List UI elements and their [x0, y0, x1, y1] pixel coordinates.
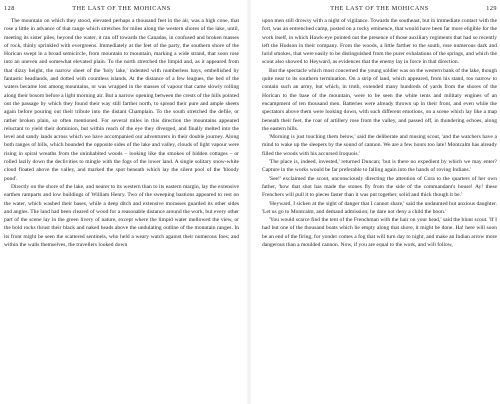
running-title-left: THE LAST OF THE MOHICANS	[72, 5, 171, 12]
paragraph: 'See!' exclaimed the scout, unconsciously directing the attention of Cora to the quarters of her own father, 'how that shot has made the stones fly from the side of the commandant's house! Ay! these Frenchers will pull it to pieces faster than it was put together, solid and thick though it be.'	[262, 175, 497, 199]
paragraph: 'You would scarce find the tent of the Frenchman with the hair on your head,' said the blunt scout. 'If I had but one of the thousand boats which lie empty along that shore, it might be done. Ha! here will soon be an end of the firing, for yonder comes a fog that will turn day to night, and make an Indian arrow more dangerous than a moulded cannon. Now, if you are equal to the work, and will follow,	[262, 217, 497, 249]
running-title-right: THE LAST OF THE MOHICANS	[330, 5, 429, 12]
left-page-text	[4, 17, 239, 249]
running-head-right	[262, 4, 497, 14]
paragraph-continued: upon men still drowsy with a night of vigilance. Towards the southeast, but in immediate contact with the fort, was an entrenched camp, posted on a rocky eminence, that would have been far more eligible for the work itself, in which Hawk-eye pointed out the presence of those auxiliary regiments that had so recently left the Hudson in their company. From the woods, a little farther to the south, rose numerous dark and lurid smokes, that were easily to be distinguished from the purer exhalations of the springs, and which the scout also showed to Heyward, as evidences that the enemy lay in force in that direction.	[262, 18, 497, 66]
paragraph: 'The place is, indeed, invested,' returned Duncan; 'but is there no expedient by which we may enter? Capture in the works would be far preferable to falling again into the hands of roving Indians.'	[262, 159, 497, 174]
left-page	[4, 0, 239, 404]
page-number-left: 128	[4, 5, 15, 12]
paragraph: But the spectacle which most concerned the young soldier was on the western bank of the lake, though quite near to its southern termination. On a strip of land, which appeared, from his stand, too narrow to contain such an army, but which, in truth, extended many hundreds of yards from the shores of the Horican to the base of the mountain, were to be seen the white tents and military engines of an encampment of ten thousand men. Batteries were already thrown up in their front, and even while the spectators above them were looking down, with such different emotions, on a scene which lay like a map beneath their feet, the roar of artillery rose from the valley, and passed off, in thundering echoes, along the eastern hills.	[262, 67, 497, 132]
book-gutter	[246, 0, 252, 404]
page-number-right: 129	[486, 5, 497, 12]
running-head-left	[4, 4, 239, 14]
paragraph: Directly on the shore of the lake, and nearer to its western than to its eastern margin, lay the extensive earthen ramparts and low buildings of William Henry. Two of the sweeping bastions appeared to rest on the water, which washed their bases, while a deep ditch and extensive morasses guarded its other sides and angles. The land had been cleared of wood for a reasonable distance around the work, but every other part of the scene lay in the green livery of nature, except where the limpid water mellowed the view, or the bold rocks thrust their black and naked heads above the undulating outline of the mountain ranges. In its front might be seen the scattered sentinels, who held a weary watch against their numerous foes; and within the walls themselves, the travellers looked down	[4, 183, 239, 249]
paragraph: 'Heyward, I sicken at the sight of danger that I cannot share,' said the undaunted but anxious daughter. 'Let us go to Montcalm, and demand admission; he dare not deny a child the boon.'	[262, 200, 497, 215]
paragraph: The mountain on which they stood, elevated perhaps a thousand feet in the air, was a high cone, that rose a little in advance of that range which stretches for miles along the western shores of the lake, until, meeting its sister piles, beyond the water, it ran off towards the Canadas, in confused and broken masses of rock, thinly sprinkled with evergreens. Immediately at the feet of the party, the southern shore of the Horican swept in a broad semicircle, from mountain to mountain, marking a wide strand, that soon rose into an uneven and somewhat elevated plain. To the north stretched the limpid and, as it appeared from that dizzy height, the narrow sheet of the 'holy lake,' indented with numberless bays, embellished by fantastic headlands, and dotted with countless islands. At the distance of a few leagues, the bed of the waters became lost among mountains, or was wrapped in the masses of vapour that came slowly rolling along their bosom before a light morning air. But a narrow opening between the crests of the hills pointed out the passage by which they found their way still farther north, to spread their pure and ample sheets again before pouring out their tribute into the distant Champlain. To the south stretched the defile, or rather broken plain, so often mentioned. For several miles in this direction the mountains appeared reluctant to yield their dominion, but within reach of the eye they diverged, and finally melted into the level and sandy lands across which we have accompanied our adventurers in their double journey. Along both ranges of hills, which bounded the opposite sides of the lake and valley, clouds of light vapour were rising in spiral wreaths from the uninhabited woods – looking like the smokes of hidden cottages – or rolled lazily down the declivities to mingle with the fogs of the lower land. A single solitary snow-white cloud floated above the valley, and marked the spot beneath which lay the silent pool of the 'bloody pond'.	[4, 18, 239, 182]
right-page	[262, 0, 497, 404]
right-page-text	[262, 17, 497, 249]
paragraph: 'Morning is just touching them below,' said the deliberate and musing scout, 'and the watchers have a mind to wake up the sleepers by the sound of cannon. We are a few hours too late! Montcalm has already filled the woods with his accursed Iroquois.'	[262, 134, 497, 157]
